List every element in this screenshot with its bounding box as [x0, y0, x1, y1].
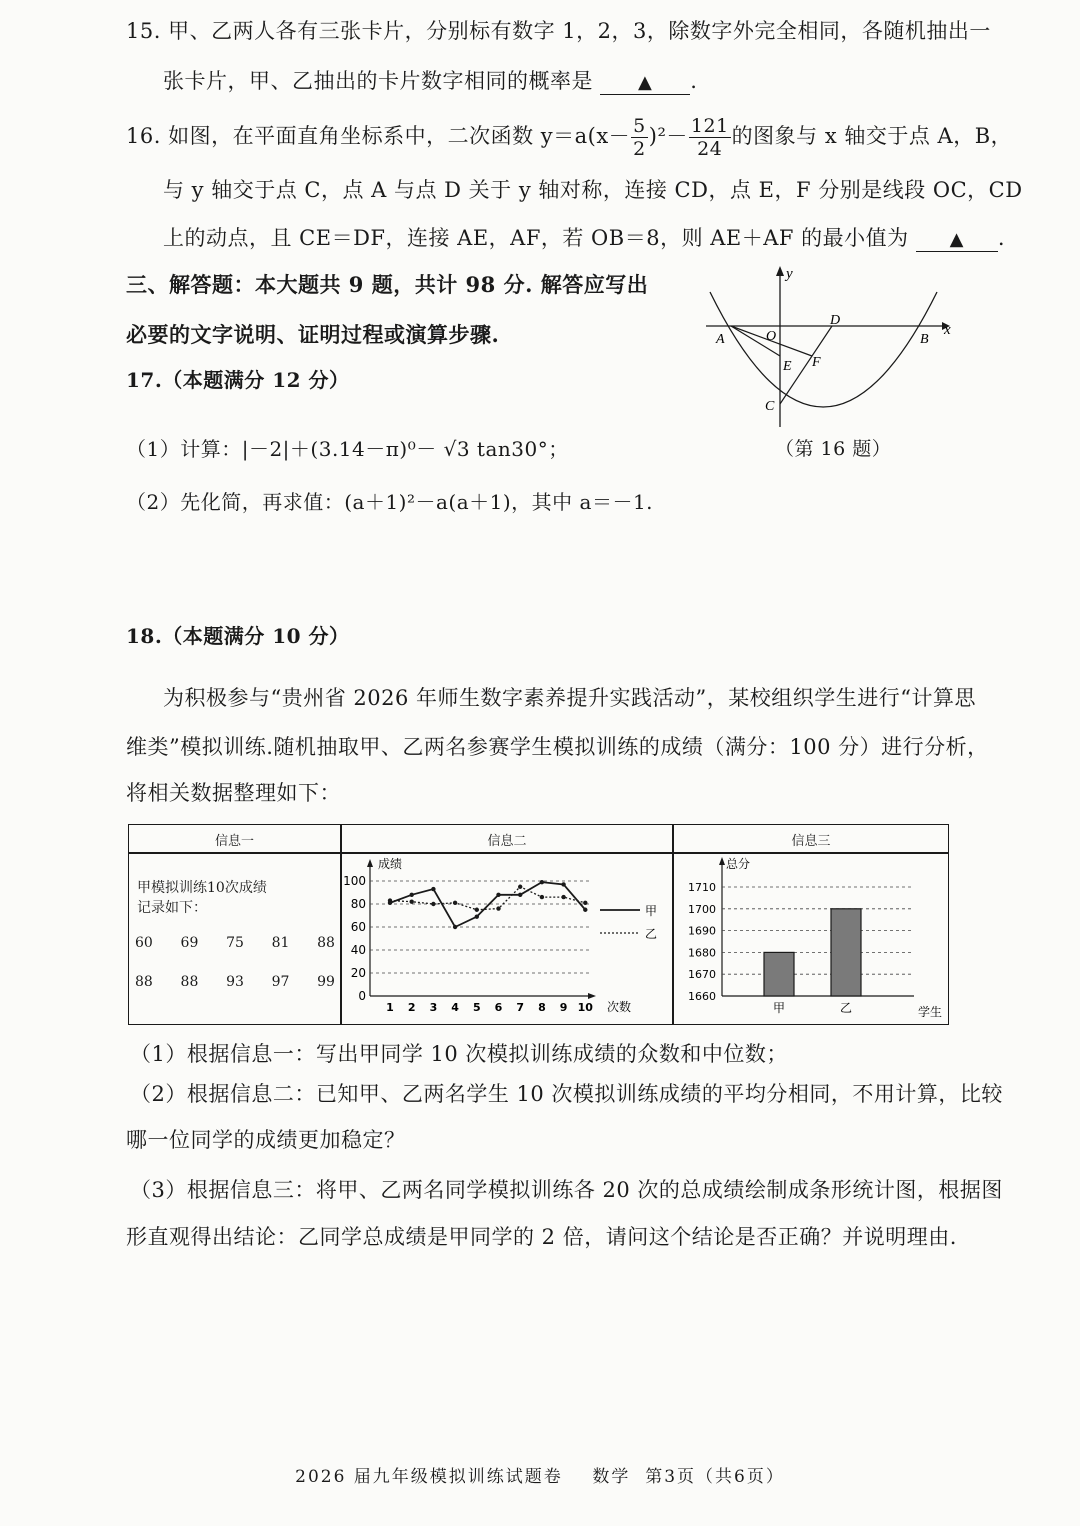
- q16-end: .: [997, 226, 1006, 250]
- q15-text: 张卡片，甲、乙抽出的卡片数字相同的概率是: [163, 69, 593, 93]
- bar-chart-ytick: 1690: [688, 924, 716, 938]
- info1-text1: 甲模拟训练10次成绩: [137, 880, 267, 896]
- label-A: A: [716, 332, 725, 347]
- bar-jia: [764, 952, 794, 996]
- score-cell: 88: [180, 974, 199, 990]
- line-chart: [342, 854, 672, 1024]
- line-chart-point: [410, 893, 414, 897]
- score-cell: 75: [226, 935, 244, 951]
- legend-label: 乙: [645, 927, 658, 941]
- score-cell: 69: [180, 935, 199, 951]
- frac2-den: 24: [697, 138, 723, 160]
- frac2-num: 121: [690, 115, 729, 137]
- line-chart-xtick: 5: [472, 1001, 481, 1014]
- q18-intro-line1: 为积极参与“贵州省 2026 年师生数字素养提升实践活动”，某校组织学生进行“计算思: [163, 686, 976, 710]
- q18-q3-line2: 形直观得出结论：乙同学总成绩是甲同学的 2 倍，请问这个结论是否正确？并说明理由.: [126, 1225, 957, 1249]
- q16-line1: [126, 108, 1012, 164]
- line-chart-series-jia: [390, 882, 585, 927]
- q18-q2-line2: 哪一位同学的成绩更加稳定？: [126, 1128, 406, 1152]
- line-chart-ytick: 80: [350, 897, 366, 911]
- score-cell: 60: [135, 935, 153, 951]
- info2-header: 信息二: [487, 834, 527, 849]
- page-footer: 2026 届九年级模拟训练试题卷 数学 第3页（共6页）: [295, 1467, 785, 1487]
- bar-chart-ytick: 1680: [688, 946, 716, 960]
- line-chart-point: [453, 901, 457, 905]
- line-chart-ytick: 40: [350, 943, 366, 957]
- score-cell: 81: [271, 935, 290, 951]
- q16-text3: 上的动点，且 CE＝DF，连接 AE，AF，若 OB＝8，则 AE＋AF 的最小值为: [163, 226, 909, 250]
- q17-part2: （2）先化简，再求值：(a＋1)²－a(a＋1)，其中 a＝－1.: [126, 490, 654, 514]
- line-chart-point: [583, 908, 587, 912]
- label-O: O: [766, 329, 777, 344]
- info-table: [128, 824, 949, 1025]
- bar-chart-ylabel: 总分: [726, 857, 751, 871]
- bar-chart-category: 乙: [839, 1001, 853, 1015]
- q17-part1: （1）计算：|－2|＋(3.14－π)⁰－ √3 tan30°；: [126, 437, 569, 461]
- line-chart-point: [561, 895, 565, 899]
- bar-chart-ytick: 1710: [688, 881, 716, 894]
- frac1-num: 5: [633, 115, 646, 137]
- frac1-den: 2: [633, 138, 646, 160]
- q15-line2: [163, 66, 697, 96]
- score-cell: 88: [135, 974, 153, 990]
- q18-q1: （1）根据信息一：写出甲同学 10 次模拟训练成绩的众数和中位数；: [130, 1042, 788, 1066]
- line-chart-point: [518, 893, 522, 897]
- line-chart-point: [475, 908, 479, 912]
- line-chart-point: [583, 901, 587, 905]
- label-C: C: [765, 399, 775, 414]
- line-chart-ytick: 20: [350, 966, 366, 980]
- line-chart-xtick: 6: [494, 1001, 503, 1014]
- line-chart-x-arrow: [588, 993, 596, 999]
- q16-text-mid: )²－: [648, 124, 688, 148]
- line-chart-xtick: 7: [516, 1001, 525, 1014]
- line-chart-point: [496, 906, 500, 910]
- label-E: E: [783, 359, 792, 374]
- line-chart-point: [431, 902, 435, 906]
- line-chart-point: [561, 882, 565, 886]
- line-chart-point: [496, 893, 500, 897]
- line-chart-ytick: 0: [358, 989, 366, 1003]
- line-chart-point: [475, 914, 479, 918]
- bar-yi: [831, 909, 861, 996]
- q16-figure: [700, 262, 960, 432]
- line-chart-ytick: 60: [350, 920, 366, 934]
- line-chart-point: [453, 925, 457, 929]
- q16-fraction-5-2: [631, 115, 648, 160]
- q18-title: 18.（本题满分 10 分）: [126, 624, 350, 648]
- label-D: D: [830, 313, 841, 328]
- legend-label: 甲: [645, 904, 658, 918]
- label-x: x: [944, 322, 951, 338]
- section3-heading-line2: 必要的文字说明、证明过程或演算步骤.: [126, 322, 500, 347]
- bar-chart-xlabel: 学生: [918, 1005, 943, 1019]
- score-cell: 93: [226, 974, 244, 990]
- line-chart-ytick: 100: [343, 874, 366, 888]
- bar-chart-category: 甲: [772, 1001, 786, 1015]
- score-cell: 97: [271, 974, 290, 990]
- section3-heading-line1: 三、解答题：本大题共 9 题，共计 98 分. 解答应写出: [126, 272, 649, 297]
- info1-row2: [135, 974, 335, 990]
- q15-line1: 15. 甲、乙两人各有三张卡片，分别标有数字 1，2，3，除数字外完全相同，各随机抽出一: [126, 19, 991, 43]
- y-axis-arrow: [776, 266, 784, 276]
- q18-q2-line1: （2）根据信息二：已知甲、乙两名学生 10 次模拟训练成绩的平均分相同，不用计算，比较: [130, 1082, 1003, 1106]
- bar-chart-y-arrow: [719, 857, 725, 865]
- q18-q3-line1: （3）根据信息三：将甲、乙两名同学模拟训练各 20 次的总成绩绘制成条形统计图，根据图: [130, 1178, 1003, 1202]
- q16-text-pre: 16. 如图，在平面直角坐标系中，二次函数 y＝a(x－: [126, 124, 631, 148]
- info3-header: 信息三: [791, 834, 831, 849]
- bar-chart-ytick: 1700: [688, 902, 716, 916]
- line-chart-xtick: 10: [577, 1001, 593, 1014]
- line-chart-point: [540, 895, 544, 899]
- line-chart-xtick: 2: [407, 1001, 416, 1014]
- line-chart-xlabel: 次数: [607, 1000, 632, 1014]
- line-chart-xtick: 9: [559, 1001, 568, 1014]
- q15-answer-blank[interactable]: ▲: [600, 72, 690, 95]
- q16-fraction-121-24: [689, 115, 731, 160]
- info1-row1: [135, 935, 335, 951]
- line-chart-xtick: 3: [429, 1001, 438, 1014]
- line-chart-point: [388, 898, 392, 902]
- line-chart-point: [410, 900, 414, 904]
- q16-line2: 与 y 轴交于点 C，点 A 与点 D 关于 y 轴对称，连接 CD，点 E，F 分别是线段 OC，CD: [163, 178, 1023, 202]
- line-chart-point: [518, 885, 522, 889]
- line-chart-point: [431, 887, 435, 891]
- label-F: F: [812, 355, 821, 370]
- bar-chart-ytick: 1670: [688, 968, 716, 982]
- q18-intro-line3: 将相关数据整理如下：: [126, 781, 341, 805]
- info1-header: 信息一: [214, 834, 254, 849]
- bar-chart-ytick: 1660: [688, 990, 716, 1003]
- q18-intro-line2: 维类”模拟训练.随机抽取甲、乙两名参赛学生模拟训练的成绩（满分：100 分）进行分析，: [126, 735, 989, 759]
- q16-line3: [163, 223, 1005, 253]
- label-B: B: [920, 332, 929, 347]
- line-chart-xtick: 8: [538, 1001, 546, 1014]
- line-chart-ylabel: 成绩: [378, 857, 403, 871]
- score-cell: 88: [317, 935, 335, 951]
- score-cell: 99: [317, 974, 335, 990]
- bar-chart: [674, 854, 948, 1024]
- q16-figure-caption: （第 16 题）: [775, 438, 892, 460]
- parabola: [710, 292, 937, 407]
- q16-text-post: 的图象与 x 轴交于点 A，B，: [731, 124, 1013, 148]
- line-chart-y-arrow: [367, 859, 373, 867]
- q17-title: 17.（本题满分 12 分）: [126, 368, 350, 392]
- line-chart-xtick: 1: [386, 1001, 394, 1014]
- info1-text2: 记录如下：: [137, 900, 207, 916]
- line-chart-xtick: 4: [451, 1001, 459, 1014]
- q15-end: .: [690, 69, 698, 93]
- label-y: y: [786, 266, 793, 282]
- line-chart-point: [540, 880, 544, 884]
- q16-answer-blank[interactable]: ▲: [916, 229, 998, 252]
